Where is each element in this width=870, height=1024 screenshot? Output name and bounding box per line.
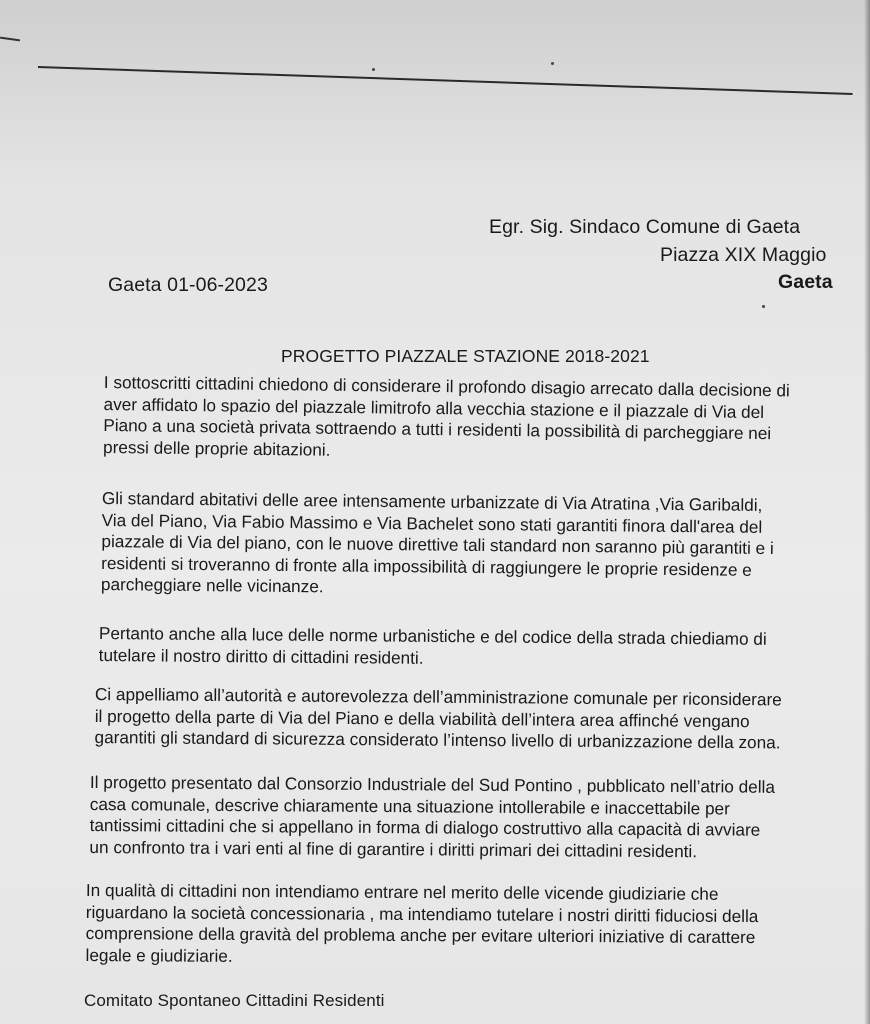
recipient-line-1: Egr. Sig. Sindaco Comune di Gaeta — [489, 216, 801, 238]
paragraph-2 — [101, 488, 774, 603]
margin-mark — [0, 37, 20, 42]
paragraph-line: Ci appelliamo all’autorità e autorevolezza dell’amministrazione comunale per riconsiderare — [94, 684, 782, 710]
paragraph-6 — [85, 880, 758, 970]
paragraph-line: piazzale di Via del piano, con le nuove direttive tali standard non saranno più garantiti e i — [101, 530, 774, 559]
paragraph-4 — [94, 684, 781, 754]
paragraph-line: pressi delle proprie abitazioni. — [102, 436, 331, 460]
paragraph-1 — [103, 372, 790, 466]
paragraph-line: Pertanto anche alla luce delle norme urbanistiche e del codice della strada chiediamo di — [98, 623, 767, 649]
recipient-line-3: Gaeta — [778, 271, 833, 293]
paragraph-line: residenti si troveranno di fronte alla impossibilità di raggiungere le proprie residenze e — [101, 552, 752, 580]
paragraph-line: In qualità di cittadini non intendiamo entrare nel merito delle vicende giudiziarie che — [85, 880, 719, 904]
paragraph-5 — [89, 772, 775, 863]
header-rule-line — [38, 66, 853, 95]
document-title: PROGETTO PIAZZALE STAZIONE 2018-2021 — [281, 346, 650, 366]
paragraph-line: un confronto tra i vari enti al fine di garantire i diritti primari dei cittadini residenti. — [89, 836, 698, 861]
paragraph-3 — [99, 623, 767, 672]
paragraph-line: garantiti gli standard di sicurezza considerato l’intenso livello di urbanizzazione della zona. — [94, 726, 781, 753]
paragraph-line: Via del Piano, Via Fabio Massimo e Via Bachelet sono stati garantiti finora dall'area del — [101, 509, 763, 537]
paragraph-line: il progetto della parte di Via del Piano e della viabilità dell’intera area affinché vengano — [94, 705, 750, 731]
paragraph-line: comprensione della gravità del problema anche per evitare ulteriori iniziative di carattere — [85, 922, 756, 948]
paragraph-line: casa comunale, descrive chiaramente una situazione intollerabile e inaccettabile per — [89, 793, 730, 818]
paragraph-line: tutelare il nostro diritto di cittadini residenti. — [98, 644, 424, 668]
ink-speck — [762, 305, 765, 308]
ink-speck — [551, 62, 554, 65]
document-date: Gaeta 01-06-2023 — [108, 274, 268, 296]
paragraph-line: legale e giudiziarie. — [85, 944, 233, 966]
signature-committee: Comitato Spontaneo Cittadini Residenti — [84, 991, 385, 1010]
paragraph-line: tantissimi cittadini che si appellano in forma di dialogo costruttivo alla capacità di avviare — [89, 814, 761, 840]
paragraph-line: parcheggiare nelle vicinanze. — [100, 573, 324, 597]
paragraph-line: I sottoscritti cittadini chiedono di considerare il profondo disagio arrecato dalla decisione di — [103, 372, 790, 401]
paragraph-line: Il progetto presentato dal Consorzio Industriale del Sud Pontino , pubblicato nell’atrio della — [89, 772, 776, 797]
paragraph-line: riguardano la società concessionaria , ma intendiamo tutelare i nostri diritti fiduciosi della — [85, 901, 759, 926]
page-edge-shadow — [864, 0, 870, 1024]
ink-speck — [372, 68, 375, 71]
recipient-line-2: Piazza XIX Maggio — [660, 244, 827, 266]
paragraph-line: Gli standard abitativi delle aree intensamente urbanizzate di Via Atratina ,Via Garibaldi, — [101, 488, 763, 515]
paragraph-line: Piano a una società privata sottraendo a tutti i residenti la possibilità di parcheggiare nei — [103, 414, 772, 444]
paragraph-line: aver affidato lo spazio del piazzale limitrofo alla vecchia stazione e il piazzale di Via del — [103, 393, 765, 422]
